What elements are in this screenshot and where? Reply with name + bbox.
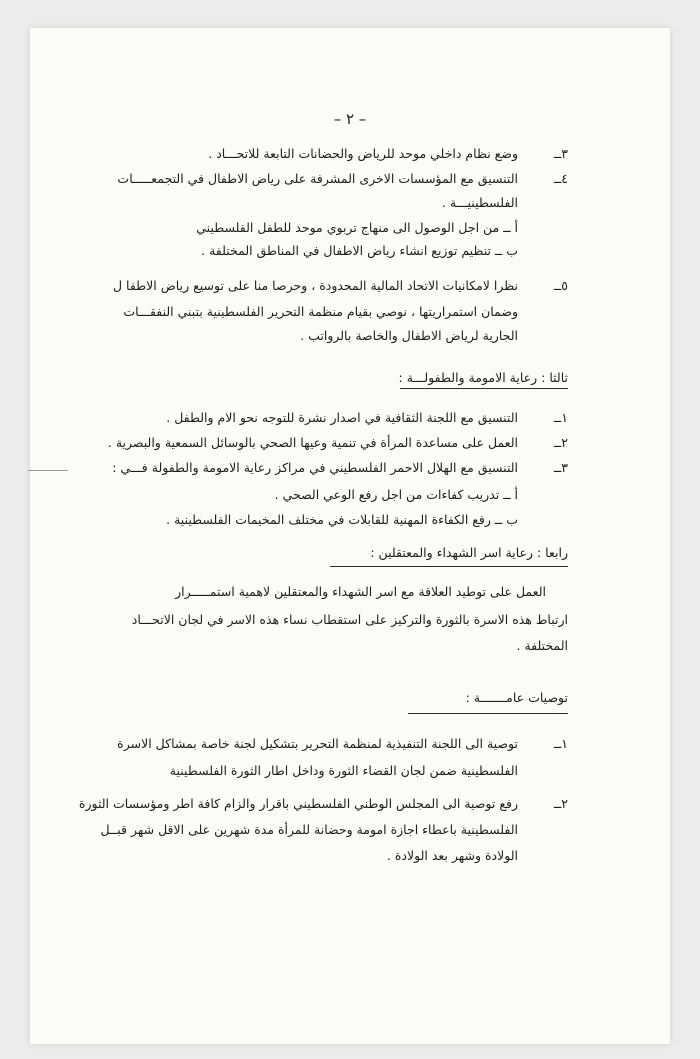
text-line: نظرا لامكانيات الاتحاد المالية المحدودة ، وحرصا منا على توسيع رياض الاطفا ل — [112, 278, 518, 293]
text-line: ب ــ رفع الكفاءة المهنية للقابلات في مختلف المخيمات الفلسطينية . — [166, 512, 518, 527]
item-number: ١ــ — [553, 736, 568, 751]
text-line: العمل على مساعدة المرأة في تنمية وعيها الصحي بالوسائل السمعية والبصرية . — [107, 435, 518, 450]
section-heading: ثالثا : رعاية الامومة والطفولـــة : — [398, 370, 568, 385]
item-number: ٣ــ — [553, 460, 568, 475]
item-number: ٢ــ — [553, 796, 568, 811]
heading-underline — [330, 566, 568, 567]
margin-mark — [28, 470, 68, 471]
text-line: رفع توصية الى المجلس الوطني الفلسطيني باقرار والزام كافة اطر ومؤسسات الثورة — [78, 796, 518, 811]
text-line: أ ــ تدريب كفاءات من اجل رفع الوعي الصحي . — [274, 487, 518, 502]
heading-underline — [400, 388, 568, 389]
item-number: ٥ــ — [553, 278, 568, 293]
text-line: توصية الى اللجنة التنفيذية لمنظمة التحرير بتشكيل لجنة خاصة بمشاكل الاسرة — [117, 736, 518, 751]
item-number: ٢ــ — [553, 435, 568, 450]
text-line: التنسيق مع اللجنة الثقافية في اصدار نشرة للتوجه نحو الام والطفل . — [166, 410, 518, 425]
section-heading: توصيات عامـــــــة : — [465, 690, 568, 705]
item-number: ٣ــ — [553, 146, 568, 161]
text-line: الفلسطينية ضمن لجان القضاء الثورة وداخل اطار الثورة الفلسطينية — [169, 763, 518, 778]
text-line: العمل على توطيد العلاقة مع اسر الشهداء والمعتقلين لاهمية استمـــــرار — [175, 584, 546, 599]
text-line: وضع نظام داخلي موحد للرياض والحضانات التابعة للاتحـــاد . — [208, 146, 518, 161]
section-heading: رابعا : رعاية اسر الشهداء والمعتقلين : — [370, 545, 568, 560]
text-line: التنسيق مع الهلال الاحمر الفلسطيني في مراكز رعاية الامومة والطفولة فـــي : — [112, 460, 518, 475]
text-line: وضمان استمراريتها ، نوصي بقيام منظمة التحرير الفلسطينية بتبني النفقـــات — [123, 304, 518, 319]
text-line: الجارية لرياض الاطفال والخاصة بالرواتب . — [300, 328, 518, 343]
item-number: ٤ــ — [553, 171, 568, 186]
text-line: الفلسطينيـــة . — [441, 195, 518, 210]
text-line: المختلفة . — [516, 638, 568, 653]
text-line: الفلسطينية باعطاء اجازة امومة وحضانة للمرأة مدة شهرين على الاقل شهر قبــل — [100, 822, 518, 837]
text-line: الولادة وشهر بعد الولادة . — [386, 848, 518, 863]
text-line: أ ــ من اجل الوصول الى منهاج تربوي موحد للطفل الفلسطيني — [196, 220, 518, 235]
item-number: ١ــ — [553, 410, 568, 425]
heading-underline — [408, 713, 568, 714]
text-line: التنسيق مع المؤسسات الاخرى المشرفة على رياض الاطفال في التجمعـــــات — [117, 171, 518, 186]
page-number: – ٢ – — [333, 110, 367, 128]
text-line: ب ــ تنظيم توزيع انشاء رياض الاطفال في المناطق المختلفة . — [201, 243, 518, 258]
text-line: ارتباط هذه الاسرة بالثورة والتركيز على استقطاب نساء هذه الاسر في لجان الاتحـــاد — [131, 612, 568, 627]
